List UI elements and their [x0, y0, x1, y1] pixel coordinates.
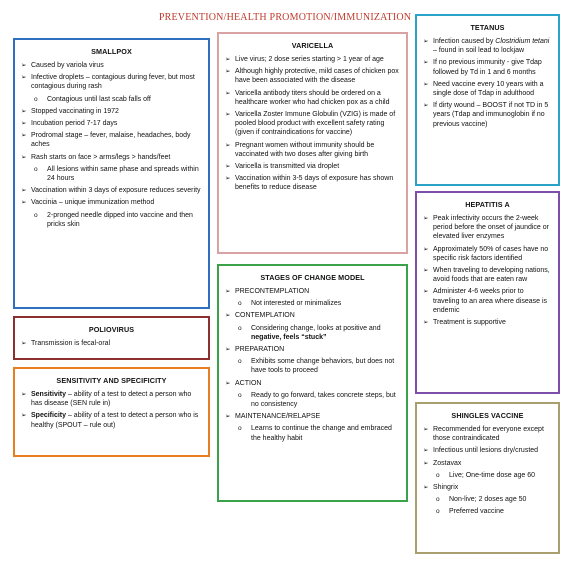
list-item: ➢ Shingrix — [423, 483, 552, 492]
list-subitem: o All lesions within same phase and spreads within 24 hours — [21, 165, 202, 183]
stage-contemplation-detail: o Considering change, looks at positive and negative, feels “stuck” — [225, 324, 400, 342]
list-item: ➢ Administer 4-6 weeks prior to traveling to an area where disease is endemic — [423, 287, 552, 315]
stage-contemplation: ➢ CONTEMPLATION — [225, 311, 400, 320]
list-item: ➢ Prodromal stage – fever, malaise, headaches, body aches — [21, 131, 202, 149]
stage-action: ➢ ACTION — [225, 379, 400, 388]
list-subitem: o Preferred vaccine — [423, 507, 552, 516]
stage-precontemplation-detail: o Not interested or minimalizes — [225, 299, 400, 308]
list-item: ➢ Incubation period 7-17 days — [21, 119, 202, 128]
shingles-list — [423, 425, 552, 517]
list-item: ➢ Varicella Zoster Immune Globulin (VZIG) is made of pooled blood product with excellent safety rating (given if contraindications for vaccine) — [225, 110, 400, 138]
tetanus-heading: TETANUS — [470, 23, 505, 32]
stage-maintenance: ➢ MAINTENANCE/RELAPSE — [225, 412, 400, 421]
stage-precontemplation: ➢ PRECONTEMPLATION — [225, 287, 400, 296]
hepatitis-list — [423, 214, 552, 327]
shingles-box — [415, 402, 560, 554]
list-item: ➢ Pregnant women without immunity should be vaccinated with two doses after giving birth — [225, 141, 400, 159]
stage-preparation: ➢ PREPARATION — [225, 345, 400, 354]
sensitivity-list — [21, 390, 202, 430]
stages-box — [217, 264, 408, 502]
stage-maintenance-detail: o Learns to continue the change and embraced the healthy habit — [225, 424, 400, 442]
list-item: ➢ Stopped vaccinating in 1972 — [21, 107, 202, 116]
smallpox-box — [13, 38, 210, 309]
varicella-box — [217, 32, 408, 254]
list-item: ➢ Zostavax — [423, 459, 552, 468]
smallpox-list — [21, 61, 202, 229]
list-item: ➢ If dirty wound – BOOST if not TD in 5 years (Tdap and immunoglobin if no previous vaccine) — [423, 101, 552, 129]
list-item: ➢ If no previous immunity - give Tdap followed by Td in 1 and 6 months — [423, 58, 552, 76]
page-title: PREVENTION/HEALTH PROMOTION/IMMUNIZATION — [158, 12, 412, 23]
tetanus-cause-item: ➢ Infection caused by Clostridium tetani – found in soil lead to lockjaw — [423, 37, 552, 55]
hepatitis-box — [415, 191, 560, 394]
polio-heading: POLIOVIRUS — [88, 325, 135, 334]
list-item: ➢ Infective droplets – contagious during fever, but most contagious during rash — [21, 73, 202, 91]
hepatitis-heading: HEPATITIS A — [465, 200, 510, 209]
sensitivity-heading: SENSITIVITY AND SPECIFICITY — [56, 376, 167, 385]
varicella-heading: VARICELLA — [291, 41, 334, 50]
list-subitem: o 2-pronged needle dipped into vaccine and then pricks skin — [21, 211, 202, 229]
sensitivity-box — [13, 367, 210, 457]
stages-list — [225, 287, 400, 443]
list-item: ➢ Rash starts on face > arms/legs > hands/feet — [21, 153, 202, 162]
polio-list — [21, 339, 202, 348]
list-item: ➢ Need vaccine every 10 years with a single dose of Tdap in adulthood — [423, 80, 552, 98]
list-subitem: o Live; One-time dose age 60 — [423, 471, 552, 480]
list-item: ➢ Caused by variola virus — [21, 61, 202, 70]
list-item: ➢ Recommended for everyone except those contraindicated — [423, 425, 552, 443]
varicella-list — [225, 55, 400, 193]
list-item: ➢ Vaccinia – unique immunization method — [21, 198, 202, 207]
list-item: ➢ Vaccination within 3 days of exposure reduces severity — [21, 186, 202, 195]
list-item: ➢ Peak infectivity occurs the 2-week period before the onset of jaundice or elevated liver enzymes — [423, 214, 552, 242]
tetanus-list — [423, 37, 552, 55]
list-item: ➢ Varicella is transmitted via droplet — [225, 162, 400, 171]
list-subitem: o Contagious until last scab falls off — [21, 95, 202, 104]
specificity-item: ➢ Specificity – ability of a test to detect a person who is healthy (SPOUT – rule out) — [21, 411, 202, 429]
list-item: ➢ Live virus; 2 dose series starting > 1 year of age — [225, 55, 400, 64]
tetanus-box — [415, 14, 560, 186]
list-item: ➢ Approximately 50% of cases have no specific risk factors identified — [423, 245, 552, 263]
list-item: ➢ Infectious until lesions dry/crusted — [423, 446, 552, 455]
smallpox-heading: SMALLPOX — [91, 47, 132, 56]
list-item: ➢ Treatment is supportive — [423, 318, 552, 327]
polio-box — [13, 316, 210, 360]
tetanus-list-rest — [423, 58, 552, 128]
shingles-heading: SHINGLES VACCINE — [451, 411, 524, 420]
list-item: ➢ Varicella antibody titers should be ordered on a healthcare worker who had chicken pox as a child — [225, 89, 400, 107]
list-item: ➢ Vaccination within 3-5 days of exposure has shown benefits to reduce disease — [225, 174, 400, 192]
list-item: ➢ Transmission is fecal-oral — [21, 339, 202, 348]
list-subitem: o Non-live; 2 doses age 50 — [423, 495, 552, 504]
stage-preparation-detail: o Exhibits some change behaviors, but does not have tools to proceed — [225, 357, 400, 375]
stages-heading: STAGES OF CHANGE MODEL — [260, 273, 365, 282]
stage-action-detail: o Ready to go forward, takes concrete steps, but no consistency — [225, 391, 400, 409]
list-item: ➢ Although highly protective, mild cases of chicken pox have been associated with the disease — [225, 67, 400, 85]
list-item: ➢ When traveling to developing nations, avoid foods that are eaten raw — [423, 266, 552, 284]
sensitivity-item: ➢ Sensitivity – ability of a test to detect a person who has disease (SEN rule in) — [21, 390, 202, 408]
